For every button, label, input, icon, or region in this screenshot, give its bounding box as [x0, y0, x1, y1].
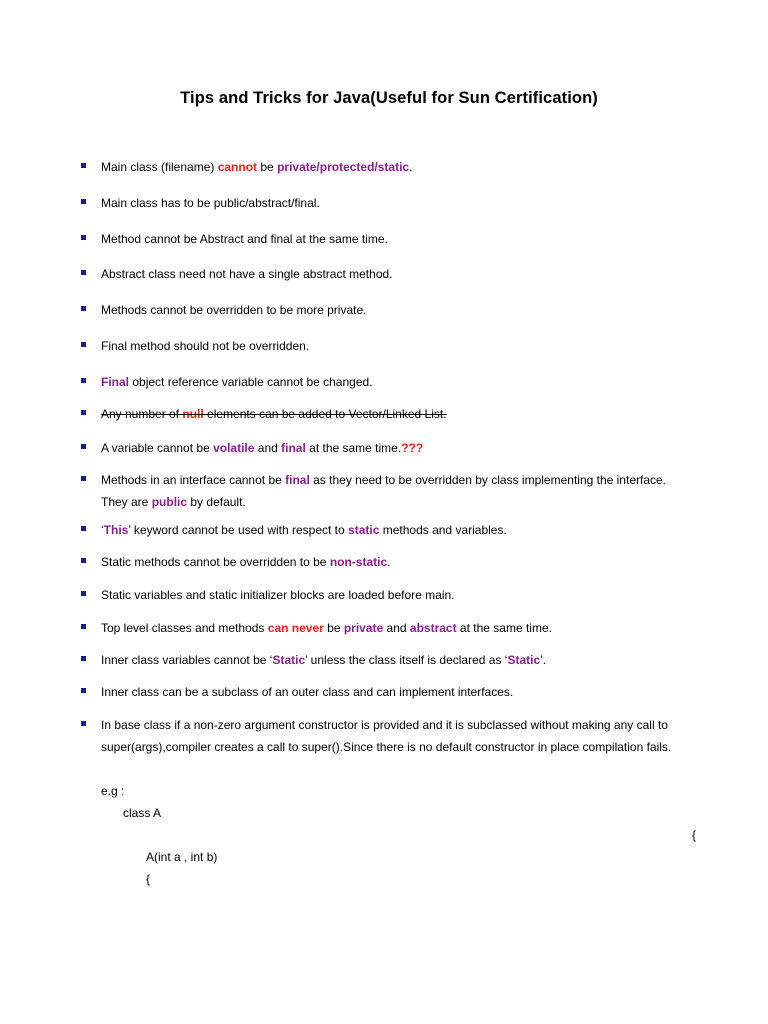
list-item — [81, 584, 701, 606]
list-item-text — [101, 649, 701, 671]
list-item-text — [101, 371, 701, 393]
list-item-text — [101, 437, 701, 459]
list-item-text — [101, 469, 701, 513]
keyword-text: public — [151, 495, 188, 509]
keyword-text: abstract — [409, 621, 457, 635]
square-bullet-icon — [81, 444, 86, 449]
square-bullet-icon — [81, 624, 86, 629]
square-bullet-icon — [81, 688, 86, 693]
list-item — [81, 192, 701, 214]
emphasis-text: can never — [267, 621, 324, 635]
text-run: ’ unless the class itself is declared as ‘ — [305, 653, 508, 667]
text-run: Methods in an interface cannot be — [101, 473, 286, 487]
list-item — [81, 263, 701, 285]
emphasis-text: cannot — [217, 160, 258, 174]
square-bullet-icon — [81, 235, 86, 240]
emphasis-text: null — [182, 407, 204, 421]
square-bullet-icon — [81, 378, 86, 383]
list-item-text: Inner class can be a subclass of an outer class and can implement interfaces. — [101, 685, 514, 699]
square-bullet-icon — [81, 342, 86, 347]
text-run: . — [387, 555, 391, 569]
square-bullet-icon — [81, 656, 86, 661]
text-run: In base class if a non-zero argument constructor is provided and it is subclassed without making any call to — [101, 718, 668, 732]
code-line: { — [146, 872, 151, 886]
square-bullet-icon — [81, 721, 86, 726]
list-item — [81, 649, 701, 671]
emphasis-text: ??? — [401, 441, 424, 455]
list-item — [81, 335, 701, 357]
square-bullet-icon — [81, 410, 86, 415]
code-line: class A — [123, 806, 162, 820]
code-line: { — [692, 828, 697, 842]
text-run: object reference variable cannot be changed. — [129, 375, 373, 389]
keyword-text: Static — [507, 653, 541, 667]
text-run: Main class (filename) — [101, 160, 218, 174]
keyword-text: non-static — [329, 555, 388, 569]
list-item — [81, 228, 701, 250]
text-run: as they need to be overridden by class implementing the interface. — [309, 473, 666, 487]
square-bullet-icon — [81, 163, 86, 168]
text-run: They are — [101, 495, 152, 509]
text-run: at the same time. — [456, 621, 552, 635]
list-item — [81, 469, 701, 513]
list-item-text: Main class has to be public/abstract/final. — [101, 196, 320, 210]
text-run: Top level classes and methods — [101, 621, 268, 635]
list-item — [81, 681, 701, 703]
list-item-text — [101, 519, 701, 541]
keyword-text: Static — [272, 653, 306, 667]
keyword-text: Final — [101, 375, 130, 389]
keyword-text: This — [103, 523, 129, 537]
square-bullet-icon — [81, 558, 86, 563]
keyword-text: volatile — [213, 441, 255, 455]
text-run: ‘ — [101, 523, 104, 537]
list-item — [81, 371, 701, 393]
text-run: and — [254, 441, 282, 455]
list-item — [81, 519, 701, 541]
text-run: at the same time. — [305, 441, 402, 455]
text-run: . — [409, 160, 413, 174]
list-item-text: Method cannot be Abstract and final at the same time. — [101, 232, 388, 246]
list-item-text — [101, 714, 701, 758]
text-run: methods and variables. — [379, 523, 507, 537]
text-run: elements can be added to Vector/Linked List. — [203, 407, 447, 421]
page-title: Tips and Tricks for Java(Useful for Sun Certification) — [180, 89, 598, 107]
list-item — [81, 551, 701, 573]
keyword-text: final — [281, 441, 306, 455]
list-item-text: Final method should not be overridden. — [101, 339, 310, 353]
square-bullet-icon — [81, 526, 86, 531]
text-run: ’. — [540, 653, 547, 667]
text-run: Any number of — [101, 407, 183, 421]
list-item-text: Abstract class need not have a single abstract method. — [101, 267, 393, 281]
text-run: by default. — [187, 495, 246, 509]
keyword-text: final — [285, 473, 310, 487]
code-line: A(int a , int b) — [146, 850, 218, 864]
list-item — [81, 156, 701, 178]
list-item-text — [101, 617, 701, 639]
square-bullet-icon — [81, 591, 86, 596]
example-label: e.g : — [101, 784, 125, 798]
text-run: Inner class variables cannot be ‘ — [101, 653, 273, 667]
square-bullet-icon — [81, 476, 86, 481]
list-item — [81, 299, 701, 321]
text-run: ’ keyword cannot be used with respect to — [128, 523, 349, 537]
square-bullet-icon — [81, 306, 86, 311]
text-run: Static methods cannot be overridden to be — [101, 555, 330, 569]
text-run: be — [323, 621, 344, 635]
keyword-text: private — [343, 621, 384, 635]
list-item-text — [101, 551, 701, 573]
keyword-text: static — [348, 523, 380, 537]
list-item-text: Methods cannot be overridden to be more private. — [101, 303, 367, 317]
list-item — [81, 437, 701, 459]
square-bullet-icon — [81, 199, 86, 204]
text-run: A variable cannot be — [101, 441, 214, 455]
text-run: be — [257, 160, 278, 174]
text-run: and — [383, 621, 410, 635]
list-item-text — [101, 156, 701, 178]
list-item-text: Static variables and static initializer blocks are loaded before main. — [101, 588, 455, 602]
keyword-text: private/protected/static — [277, 160, 410, 174]
list-item-struck — [81, 403, 701, 425]
list-item — [81, 714, 701, 758]
list-item — [81, 617, 701, 639]
text-run: super(args),compiler creates a call to super().Since there is no default constructor in place compilation fails. — [101, 740, 672, 754]
square-bullet-icon — [81, 270, 86, 275]
list-item-text — [101, 403, 701, 425]
